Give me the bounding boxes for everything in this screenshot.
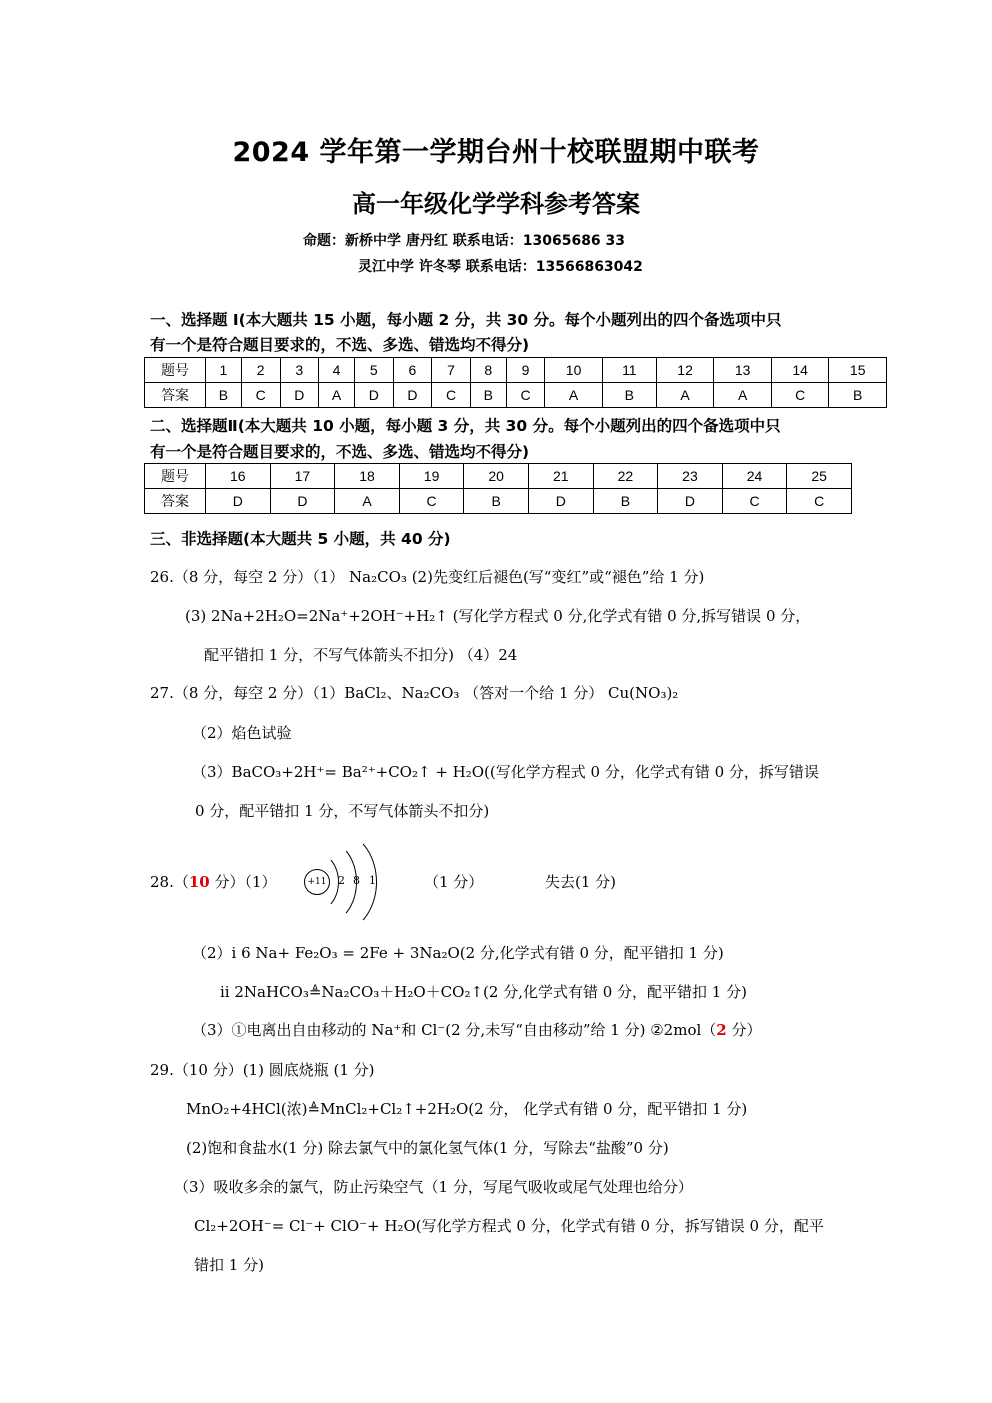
q27-line-4: 0 分，配平错扣 1 分，不写气体箭头不扣分) [195, 802, 490, 820]
q-cell: 21 [528, 464, 593, 489]
table-row-questions [145, 464, 852, 489]
a-cell: B [206, 383, 242, 408]
section1-heading-1: 一、选择题 I(本大题共 15 小题，每小题 2 分，共 30 分。每个小题列出的四个备选项中只 [150, 311, 782, 329]
q-cell: 16 [206, 464, 271, 489]
answer-table-1 [144, 357, 887, 408]
a-cell: B [470, 383, 506, 408]
q28-line-2: （2）i 6 Na+ Fe₂O₃ = 2Fe + 3Na₂O(2 分,化学式有错 0 分，配平错扣 1 分) [192, 944, 724, 962]
a-cell: A [714, 383, 772, 408]
shell-1-electrons: 2 [338, 874, 345, 887]
row-label-question: 题号 [145, 358, 206, 383]
electron-shell-3 [294, 830, 377, 934]
q28-line-3: ii 2NaHCO₃≜Na₂CO₃＋H₂O＋CO₂↑(2 分,化学式有错 0 分，配平错扣 1 分) [220, 983, 747, 1001]
a-cell: C [241, 383, 280, 408]
a-cell: D [280, 383, 319, 408]
section2-heading-1: 二、选择题Ⅱ(本大题共 10 小题，每小题 3 分，共 30 分。每个小题列出的四个备选项中只 [150, 417, 781, 435]
q-cell: 6 [393, 358, 432, 383]
a-cell: D [270, 489, 335, 514]
q-cell: 25 [787, 464, 852, 489]
q-cell: 20 [464, 464, 529, 489]
q-cell: 10 [545, 358, 603, 383]
nucleus-circle: +11 [304, 869, 330, 895]
a-cell: D [206, 489, 271, 514]
a-cell: C [787, 489, 852, 514]
q-cell: 9 [506, 358, 545, 383]
a-cell: C [722, 489, 787, 514]
q-cell: 4 [319, 358, 355, 383]
q26-line-1: 26.（8 分，每空 2 分）（1） Na₂CO₃ (2)先变红后褪色(写“变红”或“褪色”给 1 分) [150, 568, 705, 586]
q27-line-1: 27.（8 分，每空 2 分）（1）BaCl₂、Na₂CO₃ （答对一个给 1 分） Cu(NO₃)₂ [150, 684, 679, 702]
a-cell: B [602, 383, 656, 408]
q29-line-3: (2)饱和食盐水(1 分) 除去氯气中的氯化氢气体(1 分，写除去“盐酸”0 分) [186, 1139, 669, 1157]
q-cell: 5 [355, 358, 394, 383]
q28-suffix: 分）（1） [209, 873, 277, 891]
q-cell: 17 [270, 464, 335, 489]
row-label-question: 题号 [145, 464, 206, 489]
q-cell: 22 [593, 464, 658, 489]
q-cell: 1 [206, 358, 242, 383]
a-cell: A [656, 383, 714, 408]
q29-line-4: （3）吸收多余的氯气，防止污染空气（1 分，写尾气吸收或尾气处理也给分） [174, 1178, 693, 1196]
q-cell: 23 [658, 464, 723, 489]
a-cell: B [593, 489, 658, 514]
q28-line-4-points: 2 [716, 1021, 727, 1039]
q29-line-2: MnO₂+4HCl(浓)≜MnCl₂+Cl₂↑+2H₂O(2 分， 化学式有错 0 分，配平错扣 1 分) [186, 1100, 748, 1118]
q-cell: 14 [771, 358, 829, 383]
answer-table-2 [144, 463, 852, 514]
q-cell: 13 [714, 358, 772, 383]
a-cell: D [528, 489, 593, 514]
a-cell: D [393, 383, 432, 408]
q28-points: 10 [188, 873, 210, 891]
q27-line-3: （3）BaCO₃+2H⁺= Ba²⁺+CO₂↑ + H₂O((写化学方程式 0 分，化学式有错 0 分，拆写错误 [192, 763, 819, 781]
q-cell: 8 [470, 358, 506, 383]
q28-answer-2: 失去(1 分) [545, 873, 617, 891]
row-label-answer: 答案 [145, 383, 206, 408]
q29-line-6: 错扣 1 分) [194, 1256, 264, 1274]
q28-line-4-a: （3）①电离出自由移动的 Na⁺和 Cl⁻(2 分,未写“自由移动”给 1 分) ②2mol（ [192, 1021, 717, 1039]
q-cell: 2 [241, 358, 280, 383]
a-cell: D [355, 383, 394, 408]
q29-line-5: Cl₂+2OH⁻= Cl⁻+ ClO⁻+ H₂O(写化学方程式 0 分，化学式有错 0 分，拆写错误 0 分，配平 [194, 1217, 824, 1235]
sodium-atom-structure-diagram [300, 830, 390, 930]
section2-heading-2: 有一个是符合题目要求的，不选、多选、错选均不得分) [150, 443, 530, 461]
shell-2-electrons: 8 [353, 874, 360, 887]
a-cell: A [335, 489, 400, 514]
q-cell: 18 [335, 464, 400, 489]
table-row-answers [145, 489, 852, 514]
table-row-answers [145, 383, 887, 408]
author-line-2: 灵江中学 许冬琴 联系电话：13566863042 [358, 259, 643, 275]
row-label-answer: 答案 [145, 489, 206, 514]
page-subtitle: 高一年级化学学科参考答案 [352, 189, 640, 218]
q28-prefix: 28.（ [150, 873, 189, 891]
a-cell: C [399, 489, 464, 514]
q28-score-note: （1 分） [424, 873, 484, 891]
a-cell: C [771, 383, 829, 408]
q-cell: 7 [432, 358, 471, 383]
q-cell: 12 [656, 358, 714, 383]
q-cell: 11 [602, 358, 656, 383]
q-cell: 24 [722, 464, 787, 489]
q-cell: 15 [829, 358, 887, 383]
q27-line-2: （2）焰色试验 [192, 724, 292, 742]
page-title: 2024 学年第一学期台州十校联盟期中联考 [232, 137, 760, 168]
q26-line-3: 配平错扣 1 分，不写气体箭头不扣分) （4）24 [204, 646, 518, 664]
shell-3-electrons: 1 [369, 874, 376, 887]
a-cell: B [464, 489, 529, 514]
q28-line-1 [150, 871, 277, 892]
q28-line-4 [192, 1019, 762, 1040]
q-cell: 3 [280, 358, 319, 383]
a-cell: C [432, 383, 471, 408]
section3-heading: 三、非选择题(本大题共 5 小题，共 40 分) [150, 530, 451, 548]
a-cell: A [319, 383, 355, 408]
a-cell: B [829, 383, 887, 408]
section1-heading-2: 有一个是符合题目要求的，不选、多选、错选均不得分) [150, 336, 530, 354]
author-line-1: 命题：新桥中学 唐丹红 联系电话：13065686 33 [303, 233, 626, 249]
q26-line-2: (3) 2Na+2H₂O=2Na⁺+2OH⁻+H₂↑ (写化学方程式 0 分,化学式有错 0 分,拆写错误 0 分， [185, 607, 811, 625]
a-cell: D [658, 489, 723, 514]
table-row-questions [145, 358, 887, 383]
a-cell: C [506, 383, 545, 408]
a-cell: A [545, 383, 603, 408]
q-cell: 19 [399, 464, 464, 489]
q28-line-4-b: 分） [726, 1021, 762, 1039]
q29-line-1: 29.（10 分）(1) 圆底烧瓶 (1 分) [150, 1061, 375, 1079]
